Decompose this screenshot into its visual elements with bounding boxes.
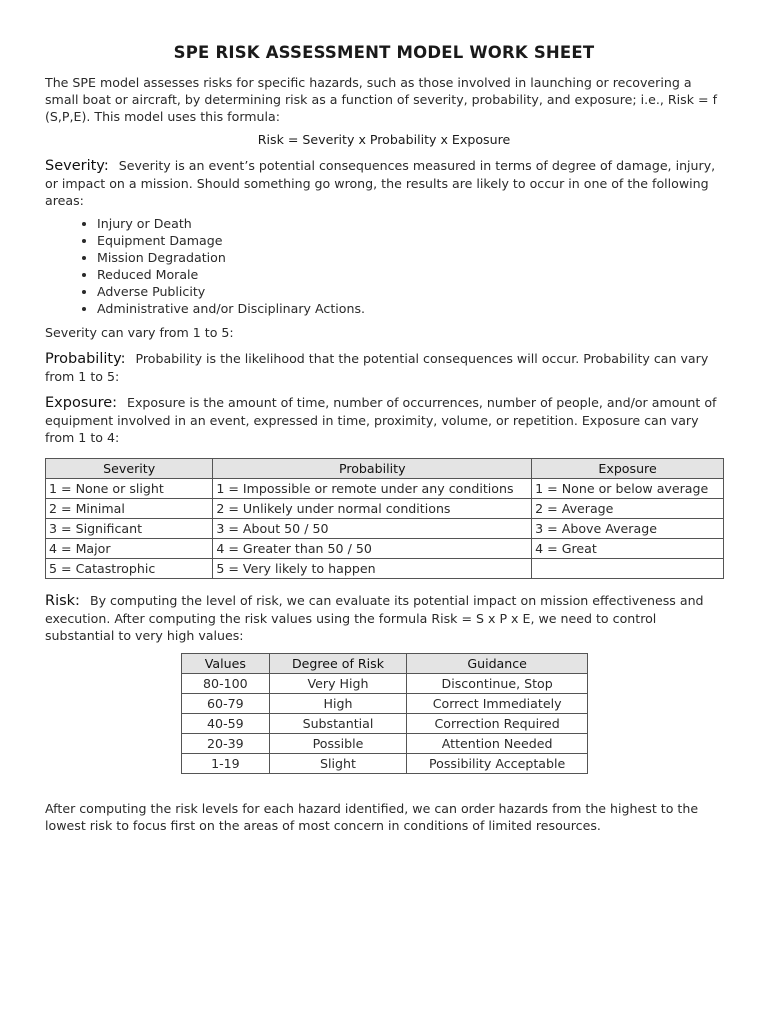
table-cell: 20-39 [182, 734, 270, 754]
closing-paragraph: After computing the risk levels for each hazard identified, we can order hazards from the highest to the lowest risk to focus first on the areas of most concern in conditions of limited resources. [45, 801, 699, 833]
exposure-text: Exposure is the amount of time, number of occurrences, number of people, and/or amount of equipment involved in an event, expressed in time, proximity, volume, or repetition. Exposure can vary from 1 to 4: [45, 395, 717, 445]
table-cell: 40-59 [182, 714, 270, 734]
severity-paragraph [45, 157, 723, 209]
severity-range-text: Severity can vary from 1 to 5: [45, 325, 234, 340]
exposure-column-header: Exposure [532, 459, 724, 479]
intro-paragraph: The SPE model assesses risks for specific hazards, such as those involved in launching or recovering a small boat or aircraft, by determining risk as a function of severity, probability, and exposure; i.e., Risk = f (S,P,E). This model uses this formula: [45, 75, 718, 124]
exposure-paragraph [45, 394, 723, 446]
table-cell: 3 = About 50 / 50 [213, 519, 532, 539]
list-item: • Adverse Publicity [97, 283, 723, 300]
page-title: SPE RISK ASSESSMENT MODEL WORK SHEET [173, 43, 595, 62]
table-cell: Very High [269, 674, 407, 694]
exposure-heading: Exposure: [45, 395, 118, 411]
table-row [182, 734, 588, 754]
table-cell: 2 = Minimal [46, 499, 213, 519]
risk-heading: Risk: [45, 593, 80, 609]
table-cell: Correction Required [407, 714, 588, 734]
table-cell: Attention Needed [407, 734, 588, 754]
table-header-row [182, 654, 588, 674]
severity-heading: Severity: [45, 158, 109, 174]
table-cell: 4 = Great [532, 539, 724, 559]
table-row [46, 499, 724, 519]
table-cell: 5 = Catastrophic [46, 559, 213, 579]
degree-column-header: Degree of Risk [269, 654, 407, 674]
table-cell: Possible [269, 734, 407, 754]
table-header-row [46, 459, 724, 479]
table-row [46, 519, 724, 539]
probability-paragraph [45, 350, 723, 385]
table-row [182, 674, 588, 694]
list-item: • Reduced Morale [97, 266, 723, 283]
list-item: • Administrative and/or Disciplinary Actions. [97, 300, 723, 317]
table-cell: Discontinue, Stop [407, 674, 588, 694]
table-cell: 2 = Unlikely under normal conditions [213, 499, 532, 519]
table-cell: 2 = Average [532, 499, 724, 519]
table-row [46, 479, 724, 499]
risk-levels-table [181, 653, 588, 774]
table-row [46, 559, 724, 579]
list-item: • Mission Degradation [97, 249, 723, 266]
probability-heading: Probability: [45, 351, 126, 367]
table-row [46, 539, 724, 559]
table-cell: Correct Immediately [407, 694, 588, 714]
probability-column-header: Probability [213, 459, 532, 479]
probability-text: Probability is the likelihood that the potential consequences will occur. Probability can vary from 1 to 5: [45, 351, 709, 384]
table-cell: 5 = Very likely to happen [213, 559, 532, 579]
severity-column-header: Severity [46, 459, 213, 479]
table-row [182, 694, 588, 714]
table-cell: 3 = Above Average [532, 519, 724, 539]
table-cell: Possibility Acceptable [407, 754, 588, 774]
values-column-header: Values [182, 654, 270, 674]
table-cell: Slight [269, 754, 407, 774]
table-cell: 80-100 [182, 674, 270, 694]
table-cell: 3 = Significant [46, 519, 213, 539]
list-item: • Injury or Death [97, 215, 723, 232]
risk-formula: Risk = Severity x Probability x Exposure [257, 132, 511, 147]
guidance-column-header: Guidance [407, 654, 588, 674]
severity-areas-list [45, 215, 723, 317]
table-cell: 1 = None or slight [46, 479, 213, 499]
risk-text: By computing the level of risk, we can evaluate its potential impact on mission effectiveness and execution. After computing the risk values using the formula Risk = S x P x E, we need to control substantial to very high values: [45, 593, 704, 643]
table-cell: 60-79 [182, 694, 270, 714]
table-cell: 1 = Impossible or remote under any conditions [213, 479, 532, 499]
table-row [182, 714, 588, 734]
table-cell: Substantial [269, 714, 407, 734]
table-cell: 1-19 [182, 754, 270, 774]
table-cell: High [269, 694, 407, 714]
spe-scale-table [45, 458, 724, 579]
table-cell [532, 559, 724, 579]
table-cell: 4 = Major [46, 539, 213, 559]
table-cell: 1 = None or below average [532, 479, 724, 499]
risk-paragraph [45, 592, 723, 644]
table-cell: 4 = Greater than 50 / 50 [213, 539, 532, 559]
severity-text: Severity is an event’s potential consequences measured in terms of degree of damage, injury, or impact on a mission. Should something go wrong, the results are likely to occur in one of the following areas: [45, 158, 716, 208]
list-item: • Equipment Damage [97, 232, 723, 249]
table-row [182, 754, 588, 774]
